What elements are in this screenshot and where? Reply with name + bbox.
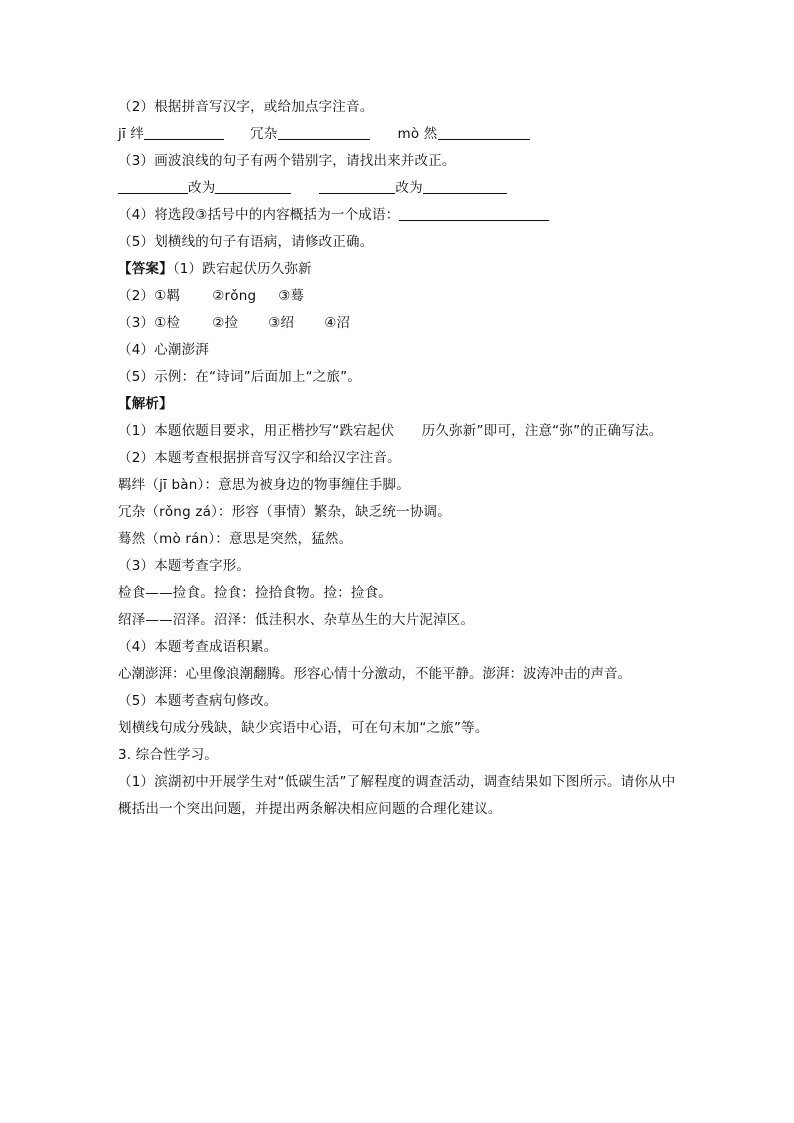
- q3-right-2-blank[interactable]: [423, 177, 507, 194]
- answer-a2-prefix: （2）: [118, 288, 155, 304]
- q2-item2-label: 冗杂: [250, 126, 278, 142]
- document-page: [118, 94, 683, 823]
- analysis-line: （2）本题考查根据拼音写汉字和给汉字注音。: [118, 450, 401, 466]
- answer-row-2: [118, 283, 683, 310]
- answer-a3-prefix: （3）: [118, 315, 155, 331]
- answer-a3-item: ①检: [154, 315, 181, 331]
- answer-a3-item: ④沼: [324, 315, 351, 331]
- analysis-label: 【解析】: [118, 396, 173, 412]
- answer-a1: （1）跌宕起伏历久弥新: [172, 261, 312, 277]
- q3-wrong-2-blank[interactable]: [319, 177, 395, 194]
- analysis-line: 心潮澎湃：心里像浪潮翻腾。形容心情十分激动，不能平静。澎湃：波涛冲击的声音。: [118, 666, 631, 682]
- answer-a5: （5）示例：在“诗词”后面加上“之旅”。: [118, 369, 362, 385]
- analysis-line: （5）本题考查病句修改。: [118, 693, 278, 709]
- q3-change-label-2: 改为: [395, 180, 423, 196]
- analysis-line: 羁绊（jī bàn）：意思为被身边的物事缠住手脚。: [118, 477, 410, 493]
- q3-right-1-blank[interactable]: [215, 177, 291, 194]
- analysis-line: （3）本题考查字形。: [118, 558, 251, 574]
- q2-item3-blank[interactable]: [438, 123, 530, 140]
- analysis-line: （1）本题依题目要求，用正楷抄写“跌宕起伏 历久弥新”即可，注意“弥”的正确写法。: [118, 423, 663, 439]
- q4-row: [118, 202, 683, 229]
- question-3-paragraph: （1）滨湖初中开展学生对“低碳生活”了解程度的调查活动，调查结果如下图所示。请你从中概括出一个突出问题，并提出两条解决相应问题的合理化建议。: [118, 774, 676, 817]
- answer-a2-item: ③蓦: [278, 288, 305, 304]
- answer-a3-item: ②捡: [212, 315, 239, 331]
- analysis-line: （4）本题考查成语积累。: [118, 639, 278, 655]
- q3-change-label-1: 改为: [188, 180, 216, 196]
- q3-blanks-row: [118, 175, 683, 202]
- answer-a4: （4）心潮澎湃: [118, 342, 209, 358]
- answer-label: 【答案】: [118, 261, 173, 277]
- q5-prompt: （5）划横线的句子有语病，请修改正确。: [118, 234, 374, 250]
- analysis-line: 检食——捡食。捡食：捡拾食物。捡：捡食。: [118, 585, 392, 601]
- q2-item2-blank[interactable]: [278, 123, 370, 140]
- q2-item3-label: mò 然: [397, 126, 438, 142]
- q3-wrong-1-blank[interactable]: [118, 177, 188, 194]
- q2-item1-blank[interactable]: [144, 123, 224, 140]
- analysis-line: 绍泽——沼泽。沼泽：低洼积水、杂草丛生的大片泥淖区。: [118, 612, 475, 628]
- analysis-line: 冗杂（rǒng zá）：形容（事情）繁杂，缺乏统一协调。: [118, 504, 451, 520]
- q3-prompt: （3）画波浪线的句子有两个错别字，请找出来并改正。: [118, 153, 456, 169]
- analysis-line: 划横线句成分残缺，缺少宾语中心语，可在句末加“之旅”等。: [118, 720, 489, 736]
- answer-a2-item: ②rǒng: [212, 288, 257, 304]
- answer-row-1: [118, 256, 683, 283]
- q4-answer-blank[interactable]: [399, 204, 549, 221]
- q2-prompt: （2）根据拼音写汉字，或给加点字注音。: [118, 99, 374, 115]
- q2-item1-label: jī 绊: [118, 126, 145, 142]
- analysis-line: 蓦然（mò rán）：意思是突然，猛然。: [118, 531, 353, 547]
- q2-blanks-row: [118, 121, 683, 148]
- answer-a3-item: ③绍: [268, 315, 295, 331]
- answer-row-3: [118, 310, 683, 337]
- question-3-title: 3. 综合性学习。: [118, 747, 218, 763]
- answer-a2-item: ①羁: [154, 288, 181, 304]
- q4-prompt: （4）将选段③括号中的内容概括为一个成语：: [118, 207, 400, 223]
